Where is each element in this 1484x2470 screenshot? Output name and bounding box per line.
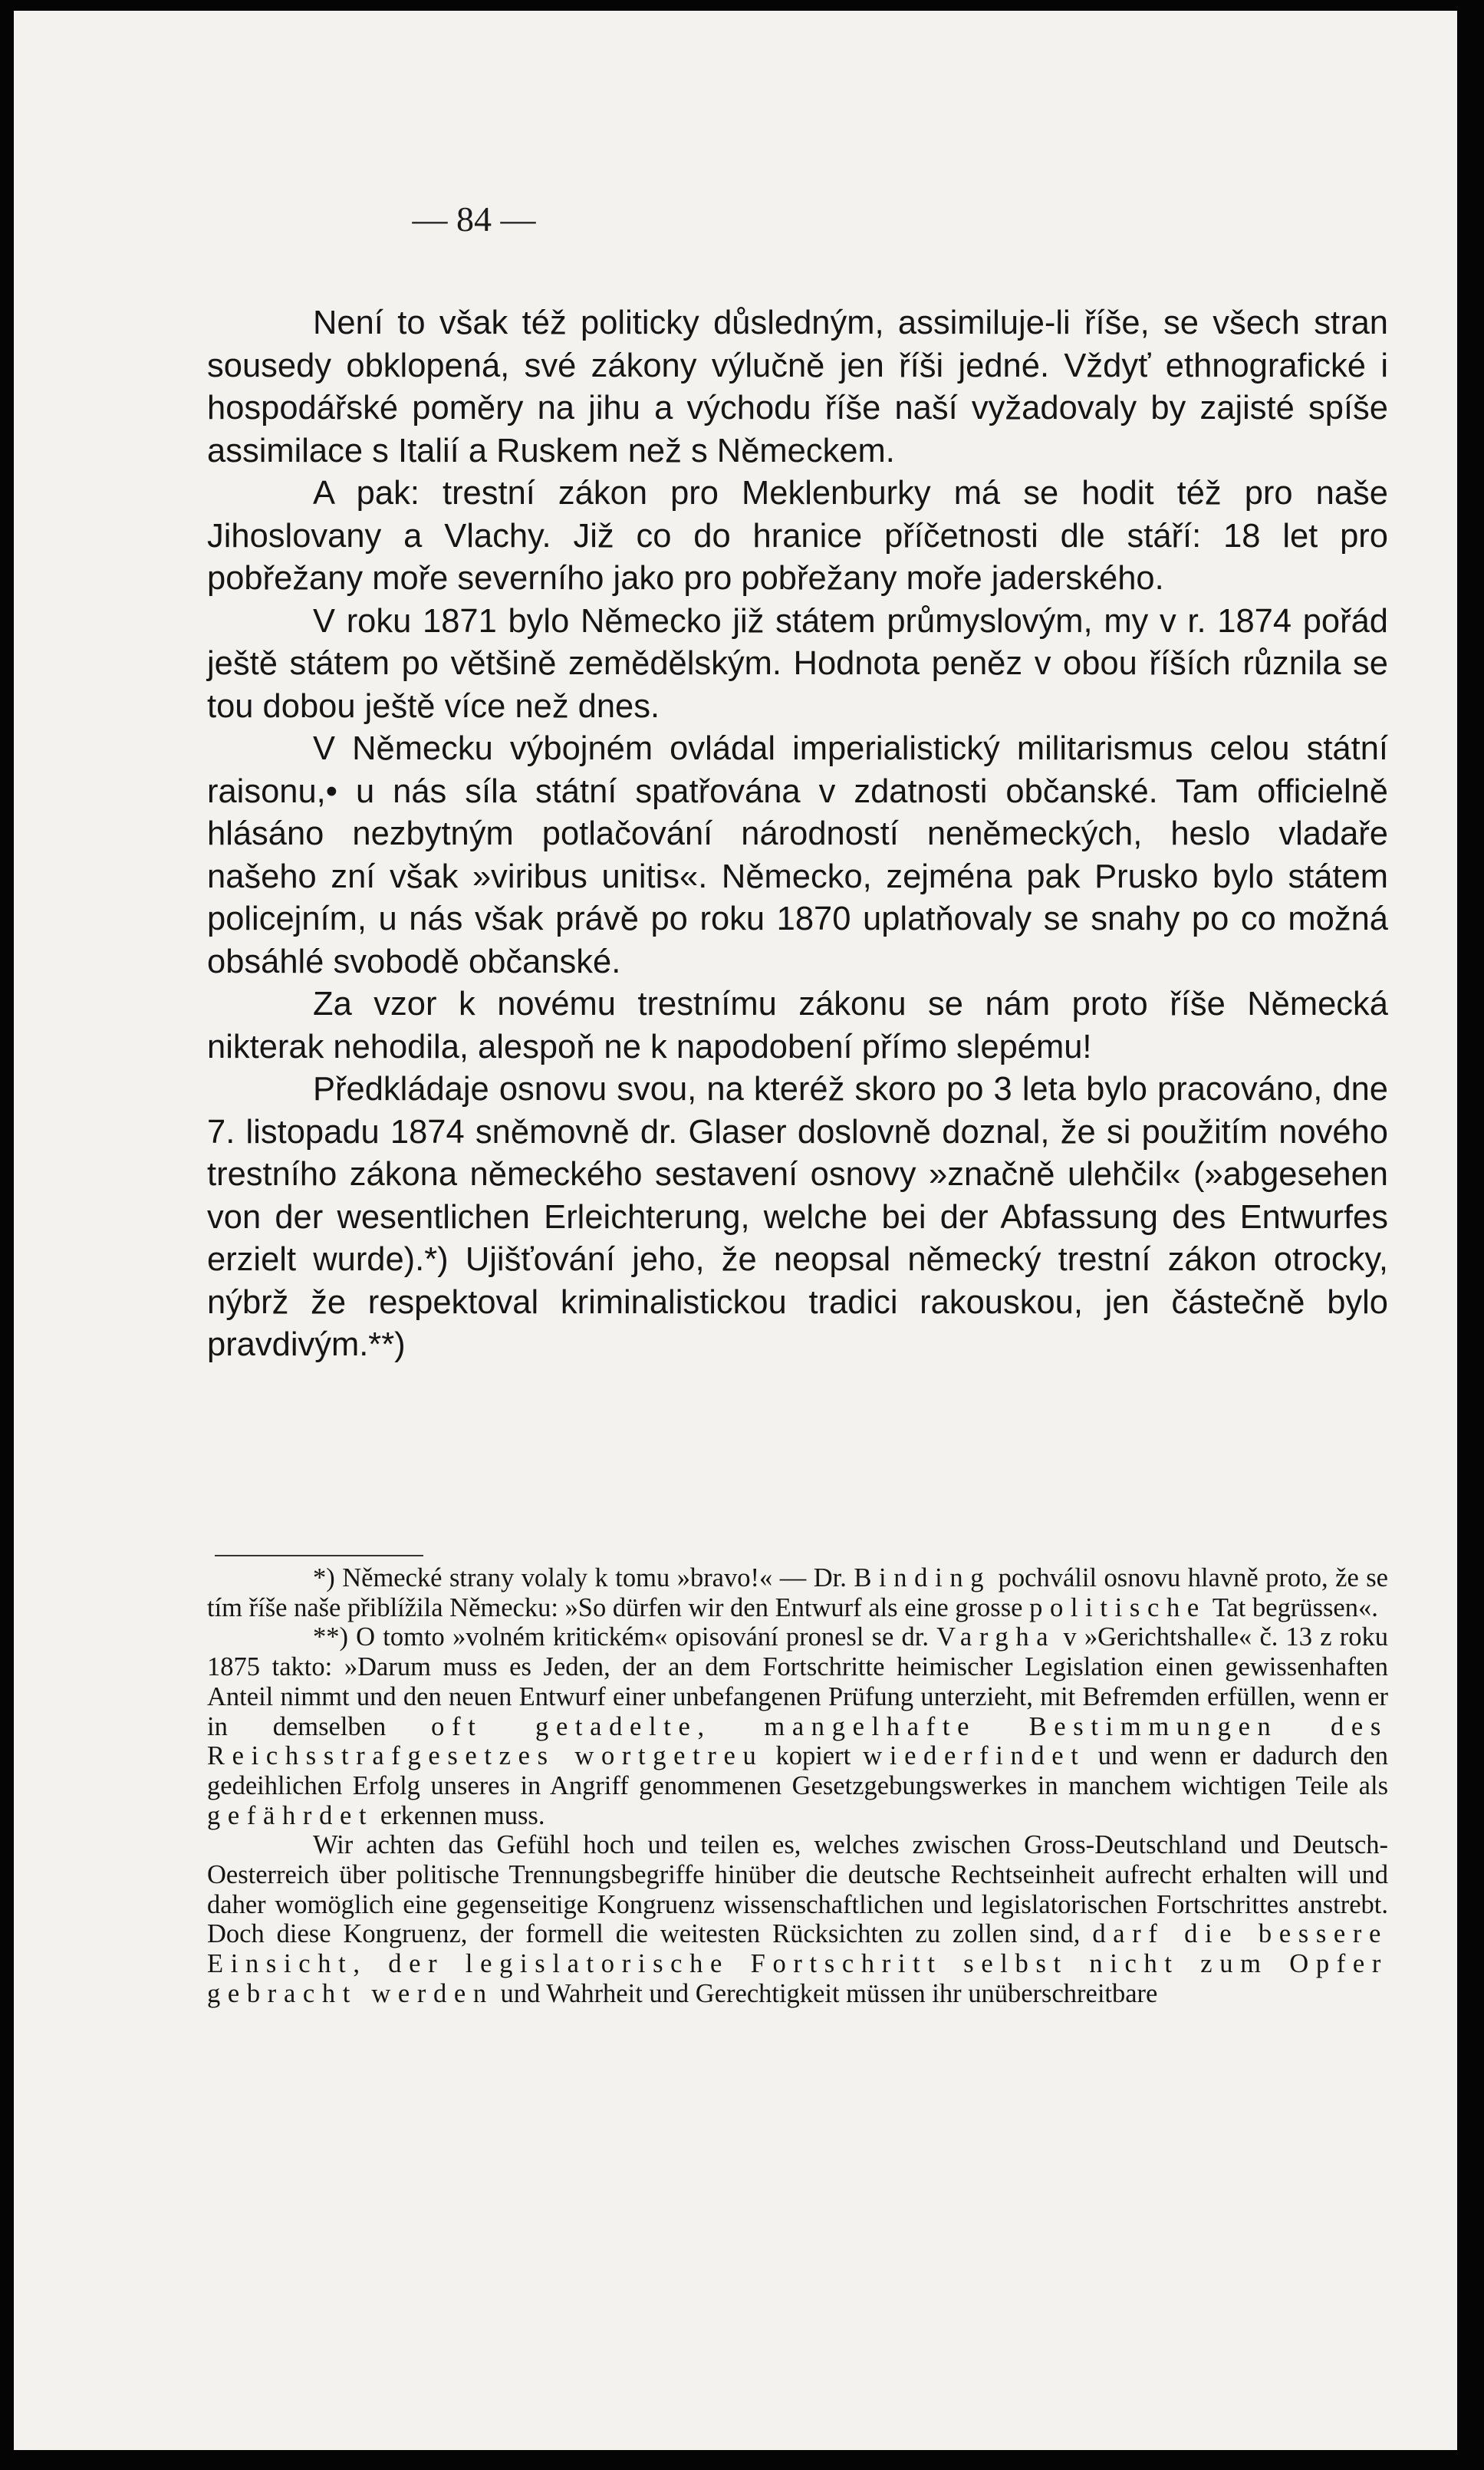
footnote-spaced-text: darf die bessere Einsicht, der legislatorische Fortschritt selbst nicht zum Opfer gebracht werden bbox=[207, 1919, 1389, 2008]
scanned-page bbox=[14, 11, 1457, 2450]
paragraph-text: V roku 1871 bylo Německo již státem průmyslovým, my v r. 1874 pořád ještě státem po většině zemědělským. Hodnota peněz v obou říších různila se tou dobou ještě více než dnes. bbox=[207, 602, 1388, 725]
footnote-spaced-text: Binding bbox=[854, 1563, 992, 1592]
footnote-text: v »Gerichtshalle« č. 13 z roku 1875 takto: »Darum muss es Jeden, der an dem Fortschritte heimischer Legislation einen gewissenhaften Anteil nimmt und den neuen Entwurf einer unbefangenen Prüfung unterzieht, mit Befremden erfüllen, wenn er in demselben bbox=[207, 1622, 1388, 1741]
footnote-1 bbox=[207, 1563, 1388, 1622]
footnote-text: pochválil osnovu hlavně proto, že se tím říše naše přiblížila Německu: »So dürfen wir den Entwurf als eine grosse bbox=[207, 1563, 1388, 1622]
footnote-spaced-text: Vargha bbox=[936, 1622, 1056, 1652]
footnote-spaced-text: gefährdet bbox=[207, 1800, 374, 1830]
paragraph bbox=[207, 473, 1388, 601]
footnote-separator bbox=[215, 1555, 423, 1556]
footnote-text: Wir achten das Gefühl hoch und teilen es, welches zwischen Gross-Deutschland und Deutsch-Oesterreich über politische Trennungsbegriffe hinüber die deutsche Rechtseinheit aufrecht erhalten will und daher womöglich eine gegenseitige Kongruenz wissenschaftlichen und legislatorischen Fortschrittes anstrebt. Doch diese Kongruenz, der formell die weitesten Rücksichten zu zollen sind, bbox=[207, 1830, 1388, 1949]
footnote-text: und Wahrheit und Gerechtigkeit müssen ihr unüberschreitbare bbox=[493, 1978, 1158, 2008]
footnote-text: erkennen muss. bbox=[373, 1800, 545, 1830]
paragraph bbox=[207, 1069, 1388, 1367]
paragraph-text: A pak: trestní zákon pro Meklenburky má se hodit též pro naše Jihoslovany a Vlachy. Již co do hranice příčetnosti dle stáří: 18 let pro pobřežany moře severního jako pro pobřežany moře jaderského. bbox=[207, 475, 1388, 597]
paragraph-text: Za vzor k novému trestnímu zákonu se nám proto říše Německá nikterak nehodila, alespoň ne k napodobení přímo slepému! bbox=[207, 986, 1388, 1065]
footnote-spaced-text: wiederfindet bbox=[863, 1741, 1086, 1771]
main-text bbox=[207, 302, 1388, 1367]
paragraph bbox=[207, 302, 1388, 473]
footnote-text: und wenn er dadurch den gedeihlichen Erfolg unseres in Angriff genommenen Gesetzgebungswerkes in manchem wichtigen Teile als bbox=[207, 1741, 1388, 1800]
page-number: — 84 — bbox=[412, 199, 536, 239]
footnote-text: *) Německé strany volaly k tomu »bravo!« — Dr. bbox=[313, 1563, 854, 1592]
footnote-text: kopiert bbox=[763, 1741, 864, 1771]
footnote-text: **) O tomto »volném kritickém« opisování pronesl se dr. bbox=[313, 1622, 937, 1652]
footnote-text: Tat begrüssen«. bbox=[1206, 1592, 1378, 1622]
footnotes bbox=[207, 1563, 1388, 2009]
paragraph bbox=[207, 983, 1388, 1069]
paragraph-text: Není to však též politicky důsledným, assimiluje-li říše, se všech stran sousedy obklopená, své zákony výlučně jen říši jedné. Vždyť ethnografické i hospodářské poměry na jihu a východu říše naší vyžadovaly by zajisté spíše assimilace s Italií a Ruskem než s Německem. bbox=[207, 305, 1388, 469]
footnote-spaced-text: politische bbox=[1029, 1592, 1206, 1622]
footnote-2 bbox=[207, 1622, 1388, 1830]
paragraph-text: Předkládaje osnovu svou, na kteréž skoro po 3 leta bylo pracováno, dne 7. listopadu 1874 sněmovně dr. Glaser doslovně doznal, že si použitím nového trestního zákona německého sestavení osnovy »značně ulehčil« (»abgesehen von der wesentlichen Erleichterung, welche bei der Abfassung des Entwurfes erzielt wurde).*) Ujišťování jeho, že neopsal německý trestní zákon otrocky, nýbrž že respektoval kriminalistickou tradici rakouskou, jen částečně bylo pravdivým.**) bbox=[207, 1071, 1388, 1363]
paragraph-text: V Německu výbojném ovládal imperialistický militarismus celou státní raisonu,• u nás síla státní spatřována v zdatnosti občanské. Tam officielně hlásáno nezbytným potlačování národností neněmeckých, heslo vladaře našeho zní však »viribus unitis«. Německo, zejména pak Prusko bylo státem policejním, u nás však právě po roku 1870 uplatňovaly se snahy po co možná obsáhlé svobodě občanské. bbox=[207, 730, 1388, 980]
paragraph bbox=[207, 728, 1388, 983]
footnote-continuation bbox=[207, 1830, 1388, 2008]
footnote-spaced-text: oft getadelte, mangelhafte Bestimmungen des Reichsstrafgesetzes wortgetreu bbox=[207, 1711, 1388, 1771]
paragraph bbox=[207, 601, 1388, 729]
